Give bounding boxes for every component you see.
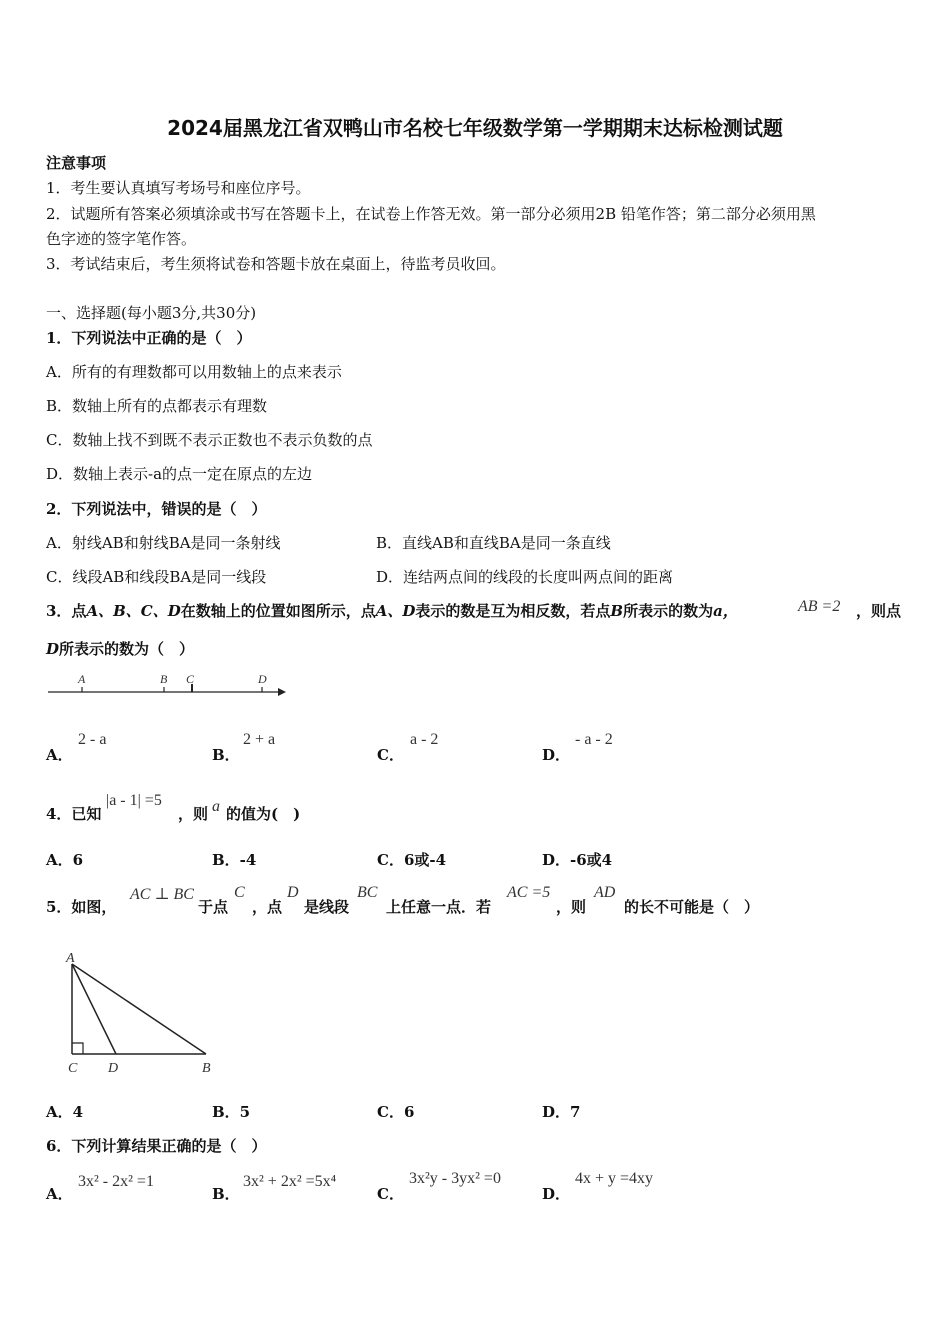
q6-stem: 6．下列计算结果正确的是（ ） xyxy=(46,1137,267,1155)
q4-option-b: B．-4 xyxy=(212,851,257,869)
segment-ad xyxy=(72,964,116,1054)
vertex-label-d: D xyxy=(108,1061,119,1076)
page-title: 2024届黑龙江省双鸭山市名校七年级数学第一学期期末达标检测试题 xyxy=(167,116,783,140)
q6-option-c-letter: C． xyxy=(377,1185,404,1203)
q5-math-d: D xyxy=(287,884,299,901)
q4-option-d: D．-6或4 xyxy=(542,851,613,869)
q4-option-a: A．6 xyxy=(46,851,84,869)
q3-option-d-letter: D． xyxy=(542,746,571,764)
q3-stem-end: ，则点 xyxy=(856,602,902,620)
notice-item-3: 3．考试结束后，考生须将试卷和答题卡放在桌面上，待监考员收回。 xyxy=(46,255,506,273)
q2-stem: 2．下列说法中，错误的是（ ） xyxy=(46,500,267,518)
q3-option-d-math: - a - 2 xyxy=(575,731,613,748)
q3-option-b-letter: B． xyxy=(212,746,240,764)
q5-option-c: C．6 xyxy=(377,1103,415,1121)
q4-prefix: 4．已知 xyxy=(46,805,102,823)
q5-text-2: ，点 xyxy=(252,898,283,916)
q5-option-a: A．4 xyxy=(46,1103,84,1121)
q5-text-6: 的长不可能是（ ） xyxy=(624,898,760,916)
q4-option-c: C．6或-4 xyxy=(377,851,447,869)
q1-option-b: B．数轴上所有的点都表示有理数 xyxy=(46,397,268,415)
q5-math-ac: AC =5 xyxy=(507,884,551,901)
q6-option-d-letter: D． xyxy=(542,1185,571,1203)
label-a: A xyxy=(78,672,86,686)
notice-item-2: 2．试题所有答案必须填涂或书写在答题卡上，在试卷上作答无效。第一部分必须用2B 铅笔作答；第二部分必须用黑 xyxy=(46,205,816,223)
q5-math-c: C xyxy=(234,884,245,901)
q3-points-abcd: A、B、C、D xyxy=(86,602,181,620)
q3-number-line xyxy=(44,668,294,704)
section-heading: 一、选择题(每小题3分,共30分) xyxy=(46,304,257,322)
label-c: C xyxy=(186,672,195,686)
q5-text-5: ，则 xyxy=(556,898,587,916)
q3-stem-mid3: 所表示的数为 xyxy=(623,602,714,620)
vertex-label-c: C xyxy=(68,1061,78,1076)
q3-option-b-math: 2 + a xyxy=(243,731,276,748)
right-angle-mark xyxy=(72,1043,83,1054)
q4-mid: ，则 xyxy=(178,805,209,823)
q3-stem-line2-rest: 所表示的数为（ ） xyxy=(59,640,195,658)
q5-option-b: B．5 xyxy=(212,1103,251,1121)
q1-option-c: C．数轴上找不到既不表示正数也不表示负数的点 xyxy=(46,431,373,449)
q3-stem-line1 xyxy=(46,600,738,621)
segment-ab xyxy=(72,964,206,1054)
q4-end: 的值为( ) xyxy=(226,805,301,823)
notice-item-2-cont: 色字迹的签字笔作答。 xyxy=(46,230,197,248)
q3-stem-mid1: 在数轴上的位置如图所示，点 xyxy=(180,602,376,620)
q3-stem-line2 xyxy=(46,638,194,659)
q3-points-ad: A、D xyxy=(375,602,416,620)
q1-stem: 1．下列说法中正确的是（ ） xyxy=(46,329,252,347)
q3-point-d: D xyxy=(46,640,60,658)
label-d: D xyxy=(258,672,267,686)
q5-math-perp: AC ⊥ BC xyxy=(130,886,194,903)
q6-option-d-math: 4x + y =4xy xyxy=(575,1170,654,1187)
q3-math-ab: AB =2 xyxy=(798,598,841,615)
q5-triangle-figure xyxy=(50,944,230,1084)
q3-stem-mid2: 表示的数是互为相反数，若点 xyxy=(415,602,611,620)
q2-option-b: B．直线AB和直线BA是同一条直线 xyxy=(376,534,611,552)
notice-heading: 注意事项 xyxy=(46,154,107,172)
q2-option-d: D．连结两点间的线段的长度叫两点间的距离 xyxy=(376,568,674,586)
q1-option-a: A．所有的有理数都可以用数轴上的点来表示 xyxy=(46,363,342,381)
q3-option-a-letter: A． xyxy=(46,746,73,764)
q6-option-b-letter: B． xyxy=(212,1185,240,1203)
q3-stem-prefix: 3．点 xyxy=(46,602,87,620)
label-b: B xyxy=(160,672,168,686)
q6-option-b-math: 3x² + 2x² =5x⁴ xyxy=(243,1173,337,1190)
q5-option-d: D．7 xyxy=(542,1103,581,1121)
q5-math-ad: AD xyxy=(594,884,616,901)
q5-prefix: 5．如图， xyxy=(46,898,117,916)
q4-math-a: a xyxy=(212,798,220,815)
q1-option-d: D．数轴上表示-a的点一定在原点的左边 xyxy=(46,465,313,483)
q5-text-1: 于点 xyxy=(198,898,229,916)
q3-point-b: B xyxy=(610,602,624,620)
vertex-label-a: A xyxy=(66,951,75,966)
q5-math-bc: BC xyxy=(357,884,378,901)
q3-var-a: a， xyxy=(713,602,738,620)
q6-option-a-letter: A． xyxy=(46,1185,73,1203)
q6-option-c-math: 3x²y - 3yx² =0 xyxy=(409,1170,501,1187)
q3-option-a-math: 2 - a xyxy=(78,731,107,748)
q6-option-a-math: 3x² - 2x² =1 xyxy=(78,1173,154,1190)
vertex-label-b: B xyxy=(202,1061,211,1076)
q2-option-c: C．线段AB和线段BA是同一线段 xyxy=(46,568,267,586)
q3-option-c-letter: C． xyxy=(377,746,404,764)
q2-option-a: A．射线AB和射线BA是同一条射线 xyxy=(46,534,281,552)
q3-option-c-math: a - 2 xyxy=(410,731,439,748)
q5-text-4: 上任意一点．若 xyxy=(386,898,492,916)
number-line-arrow xyxy=(278,688,286,696)
notice-item-1: 1．考生要认真填写考场号和座位序号。 xyxy=(46,179,311,197)
q4-math-abs: |a - 1| =5 xyxy=(106,792,162,809)
q5-text-3: 是线段 xyxy=(304,898,350,916)
